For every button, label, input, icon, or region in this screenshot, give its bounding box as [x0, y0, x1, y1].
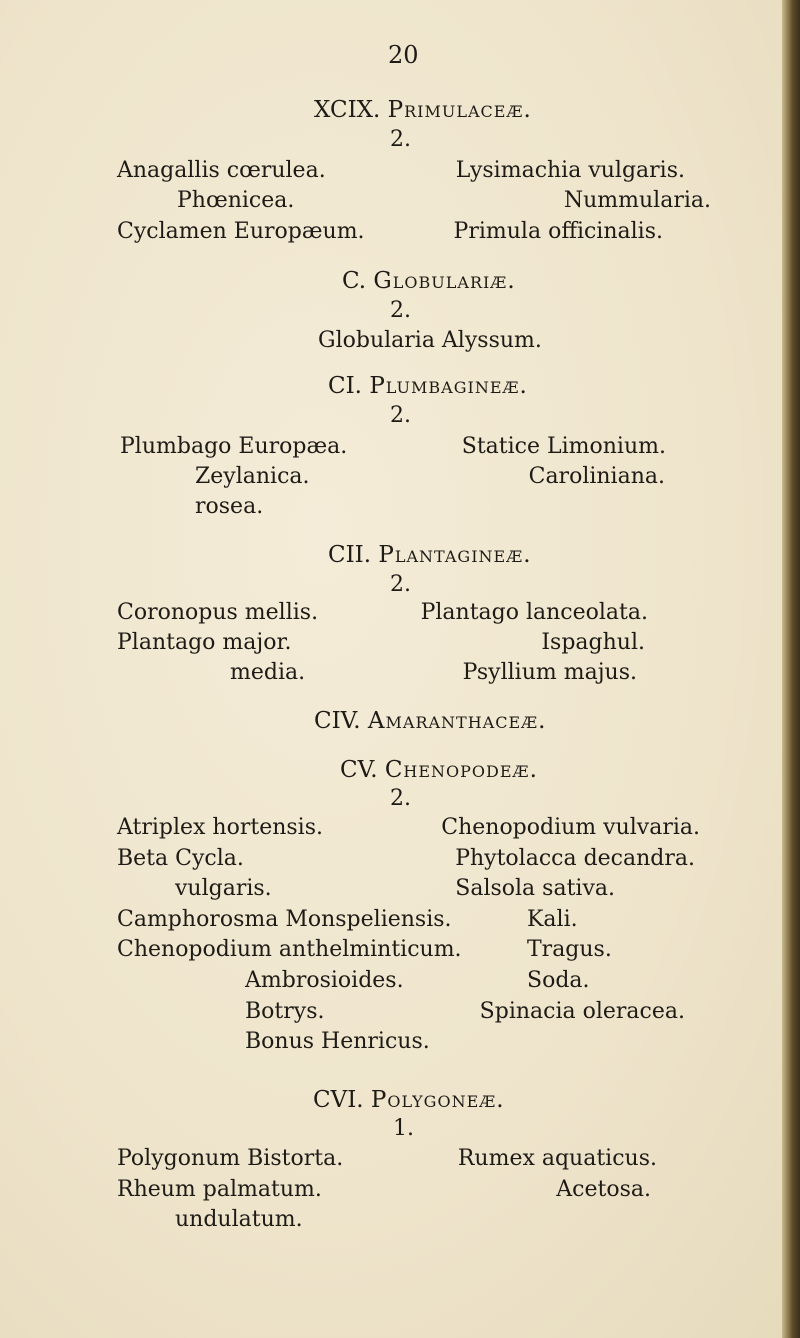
species-entry: Cyclamen Europæum.	[117, 219, 365, 244]
species-entry: Tragus.	[527, 937, 612, 962]
section-heading-primulaceae	[314, 97, 532, 123]
page-binding-edge	[782, 0, 800, 1338]
species-entry: Psyllium majus.	[462, 660, 637, 685]
species-entry: Chenopodium anthelminticum.	[117, 937, 462, 962]
species-entry: Nummularia.	[563, 188, 711, 213]
section-heading-amaranthaceae	[314, 708, 546, 734]
heading-name: Polygoneæ.	[370, 1087, 505, 1113]
species-entry: Plumbago Europæa.	[120, 434, 348, 459]
heading-name: Chenopodeæ.	[384, 757, 538, 783]
page-number: 20	[388, 41, 419, 69]
species-entry: Ambrosioides.	[245, 968, 404, 993]
species-entry: Caroliniana.	[528, 464, 665, 489]
species-entry: Phytolacca decandra.	[455, 846, 695, 871]
section-subnumber: 2.	[390, 298, 411, 323]
heading-name: Plumbagineæ.	[369, 373, 528, 399]
species-entry: Kali.	[527, 907, 578, 932]
species-entry: Soda.	[527, 968, 590, 993]
species-entry: Bonus Henricus.	[245, 1029, 430, 1054]
species-entry: Phœnicea.	[177, 188, 295, 213]
species-entry: Statice Limonium.	[461, 434, 666, 459]
species-entry: undulatum.	[175, 1207, 303, 1232]
heading-number: CV.	[340, 757, 378, 783]
section-subnumber: 2.	[390, 127, 411, 152]
section-heading-globulariae	[342, 268, 516, 294]
species-entry: Chenopodium vulvaria.	[441, 815, 700, 840]
species-entry: Rumex aquaticus.	[457, 1146, 657, 1171]
species-entry: vulgaris.	[175, 876, 272, 901]
heading-number: CIV.	[314, 708, 361, 734]
heading-number: CI.	[328, 373, 362, 399]
species-entry: Primula officinalis.	[453, 219, 663, 244]
species-entry: Zeylanica.	[195, 464, 310, 489]
species-entry: Polygonum Bistorta.	[117, 1146, 344, 1171]
section-heading-plantagineae	[328, 542, 532, 568]
heading-name: Amaranthaceæ.	[367, 708, 547, 734]
species-entry: Beta Cycla.	[117, 846, 244, 871]
species-entry: Salsola sativa.	[455, 876, 615, 901]
section-subnumber: 2.	[390, 572, 411, 597]
heading-number: XCIX.	[314, 97, 381, 123]
section-subnumber: 2.	[390, 786, 411, 811]
species-entry: Atriplex hortensis.	[117, 815, 324, 840]
species-entry: Globularia Alyssum.	[318, 328, 542, 353]
section-subnumber: 1.	[393, 1116, 414, 1141]
species-entry: Plantago lanceolata.	[420, 600, 648, 625]
heading-number: C.	[342, 268, 367, 294]
species-entry: Plantago major.	[117, 630, 292, 655]
species-entry: Rheum palmatum.	[117, 1177, 322, 1202]
section-subnumber: 2.	[390, 403, 411, 428]
heading-name: Globulariæ.	[373, 268, 516, 294]
section-heading-chenopodeae	[340, 757, 538, 783]
species-entry: Lysimachia vulgaris.	[455, 158, 685, 183]
section-heading-plumbagineae	[328, 373, 528, 399]
species-entry: Camphorosma Monspeliensis.	[117, 907, 452, 932]
heading-name: Plantagineæ.	[378, 542, 532, 568]
species-entry: rosea.	[195, 494, 264, 519]
species-entry: media.	[230, 660, 306, 685]
heading-number: CVI.	[313, 1087, 364, 1113]
species-entry: Spinacia oleracea.	[479, 999, 685, 1024]
species-entry: Acetosa.	[556, 1177, 651, 1202]
species-entry: Anagallis cœrulea.	[117, 158, 326, 183]
species-entry: Ispaghul.	[541, 630, 645, 655]
heading-name: Primulaceæ.	[387, 97, 532, 123]
species-entry: Botrys.	[245, 999, 325, 1024]
heading-number: CII.	[328, 542, 372, 568]
section-heading-polygoneae	[313, 1087, 505, 1113]
species-entry: Coronopus mellis.	[117, 600, 319, 625]
